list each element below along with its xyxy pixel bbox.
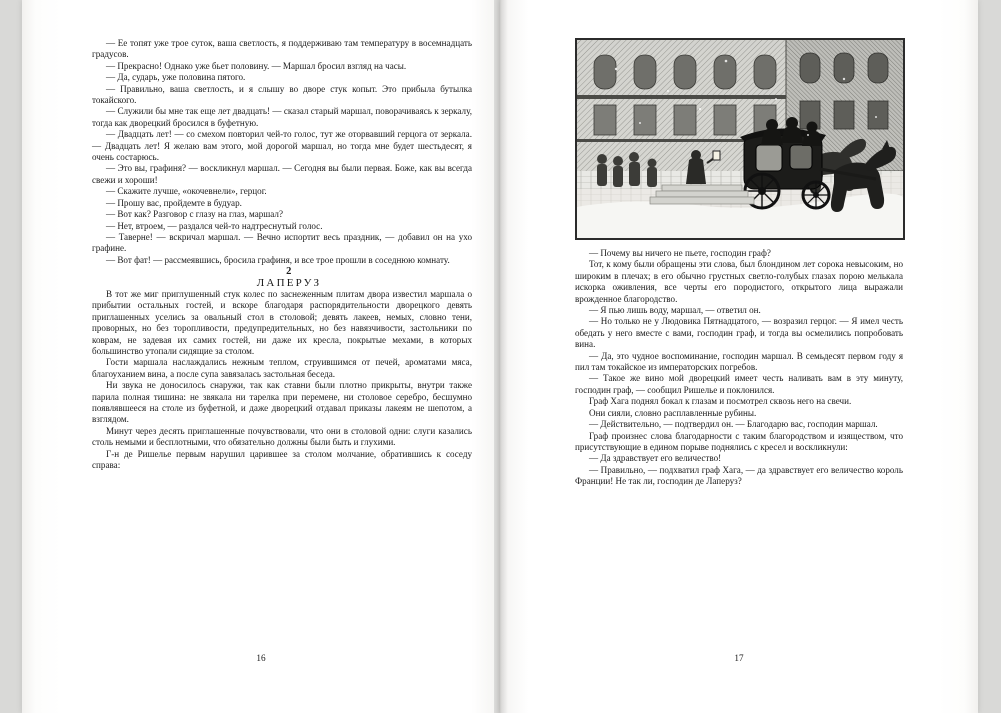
- paragraph: — Почему вы ничего не пьете, господин граф?: [589, 248, 771, 258]
- paragraph: — Да, это чудное воспоминание, господин маршал. В семьдесят первом году я пил там токайское из императорских погребов.: [575, 350, 903, 373]
- carriage-arrival-engraving: [575, 38, 905, 240]
- paragraph: — Вот фат! — рассмеявшись, бросила графиня, и все трое прошли в соседнюю комнату.: [106, 254, 450, 265]
- paragraph: — Вот как? Разговор с глазу на глаз, маршал?: [106, 209, 283, 220]
- paragraph: — Это вы, графиня? — воскликнул маршал. — Сегодня вы были первая. Боже, как вы всегда свежи и хороши!: [92, 163, 472, 185]
- paragraph: — Действительно, — подтвердил он. — Благодарю вас, господин маршал.: [589, 419, 878, 430]
- paragraph: — Прекрасно! Однако уже бьет половину. — Маршал бросил взгляд на часы.: [106, 60, 407, 71]
- paragraph: — Да здравствует его величество!: [589, 453, 722, 464]
- paragraph: — Служили бы мне так еще лет двадцать! — сказал старый маршал, поворачиваясь к зеркалу, тогда как дворецкий бросился в буфетную.: [92, 106, 472, 128]
- paragraph: — Правильно, — подхватил граф Хага, — да здравствует его величество король Франции! Не так ли, господин де Лаперуз?: [575, 464, 903, 487]
- paragraph: Граф произнес слова благодарности с таким благородством и изяществом, что присутствующие в едином порыве поднялись с кресел и воскликнули:: [575, 430, 903, 452]
- paragraph: Минут через десять приглашенные почувствовали, что они в столовой одни: слуги казались столь немыми и бесплотными, что обязательно должны были быть и глухими.: [92, 425, 472, 448]
- paragraph: — Такое же вино мой дворецкий имеет честь наливать вам в эту минуту, господин граф, — сообщил Ришелье и поклонился.: [575, 373, 903, 395]
- paragraph: — Но только не у Людовика Пятнадцатого, — возразил герцог. — Я имел честь обедать у него вместе с вами, господин граф, и тогда вы осмелились попробовать вина.: [575, 316, 903, 350]
- paragraph: Граф Хага поднял бокал к глазам и посмотрел сквозь него на свечи.: [589, 396, 852, 407]
- paragraph: — Прошу вас, пройдемте в будуар.: [106, 197, 242, 208]
- paragraph: Тот, к кому были обращены эти слова, был блондином лет сорока невысоким, но широким в плечах; в его обычно грустных светло-голубых глазах порою мелькала искорка оживления, все черты его породистого, открытого лица выражали врожденное благородство.: [575, 259, 903, 304]
- paragraph: — Таверне! — вскричал маршал. — Вечно испортит весь праздник, — добавил он на ухо графине.: [92, 231, 472, 254]
- left-page-text: [92, 38, 472, 471]
- paragraph: Ни звука не доносилось снаружи, так как ставни были плотно прикрыты, внутри также парила полная тишина: не звякала ни тарелка при перемене, ни столовое серебро, бесшумно появлявшееся на столе из буфетной, и даже дворецкий отдавал приказы лакеям не шепотом, а взглядом.: [92, 380, 472, 425]
- page-number-right: 17: [734, 653, 744, 663]
- paragraph: — Да, сударь, уже половина пятого.: [106, 72, 246, 83]
- paragraph: Гости маршала наслаждались нежным теплом, струившимся от печей, ароматами мяса, благоуханием вина, а после супа завязалась застольная беседа.: [92, 357, 472, 379]
- right-page-text: [575, 248, 903, 488]
- left-page: [22, 0, 500, 713]
- paragraph: Они сияли, словно расплавленные рубины.: [589, 407, 757, 418]
- chapter-number: 2: [286, 266, 292, 278]
- paragraph: — Нет, втроем, — раздался чей-то надтреснутый голос.: [106, 220, 323, 231]
- paragraph: — Правильно, ваша светлость, и я слышу во дворе стук копыт. Это прибыла бутылка токайского.: [92, 83, 472, 106]
- paragraph: — Ее топят уже трое суток, ваша светлость, я поддерживаю там температуру в восемнадцать градусов.: [92, 38, 472, 60]
- paragraph: Г-н де Ришелье первым нарушил царившее за столом молчание, обратившись к соседу справа:: [92, 448, 472, 471]
- paragraph: — Я пью лишь воду, маршал, — ответил он.: [589, 305, 761, 316]
- chapter-title: ЛАПЕРУЗ: [256, 276, 322, 289]
- paragraph: — Двадцать лет! — со смехом повторил чей-то голос, тут же оторвавший герцога от зеркала. — Двадцать лет! Я желаю вам этого, мой дорогой маршал, но тогда мне будет шестьдесят, я очень состарюсь.: [92, 129, 472, 163]
- paragraph: В тот же миг приглушенный стук колес по заснеженным плитам двора известил маршала о прибытии остальных гостей, и вскоре благодаря распорядительности дворецкого девять приглашенных уселись за овальный стол в столовой; девять лакеев, немых, словно тени, проворных, но без торопливости, предупредительных, но без навязчивости, застольники по коврам, не задевая их самих гостей, ни даже их кресла, покрытые мехами, в которых большинство утопали сидящие за столом.: [92, 288, 472, 356]
- paragraph: — Скажите лучше, «окочевнели», герцог.: [106, 186, 267, 197]
- page-number-left: 16: [256, 653, 266, 663]
